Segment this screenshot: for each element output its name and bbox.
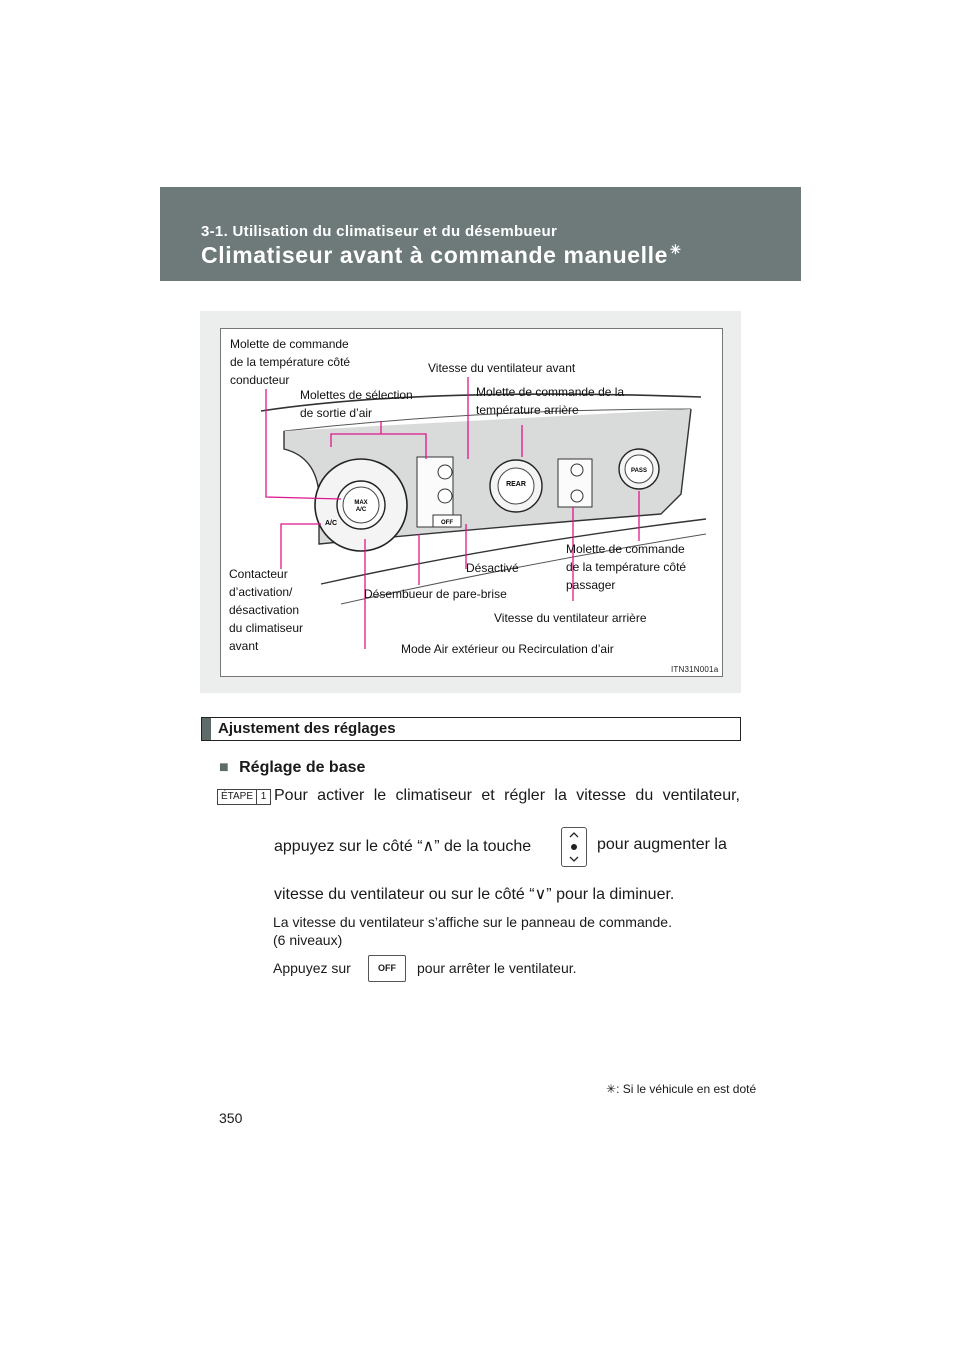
label-air-outlet: Molettes de sélection de sortie d’air xyxy=(300,388,413,420)
chapter-header xyxy=(160,187,801,281)
instruction-line-1: Pour activer le climatiseur et régler la vitesse du ventilateur, xyxy=(274,787,740,804)
max-ac-text: MAX xyxy=(354,500,368,506)
off-key-icon: OFF xyxy=(368,955,406,982)
svg-text:OFF: OFF xyxy=(441,520,453,526)
subsection-title: ■ Réglage de base xyxy=(219,759,366,776)
label-defroster: Désembueur de pare-brise xyxy=(364,587,507,601)
instruction-line-2a: appuyez sur le côté “∧” de la touche xyxy=(274,838,532,855)
instruction-line-2b: pour augmenter la xyxy=(597,836,727,853)
bullet-icon: ■ xyxy=(219,759,229,776)
note-line-1: La vitesse du ventilateur s’affiche sur le panneau de commande. xyxy=(273,914,672,930)
label-passenger-temp: Molette de commande de la température côté passager xyxy=(566,542,687,592)
label-ac-switch: Contacteur d’activation/ désactivation du climatiseur avant xyxy=(229,567,304,653)
figure-frame xyxy=(220,328,723,677)
svg-text:PASS: PASS xyxy=(631,468,647,474)
control-panel-figure xyxy=(200,311,741,693)
label-rear-temp: Molette de commande de la température arrière xyxy=(476,385,625,417)
fan-speed-key-icon xyxy=(561,827,587,867)
step-badge: ÉTAPE 1 xyxy=(217,789,271,805)
page-title: Climatiseur avant à commande manuelle ✳ xyxy=(201,242,682,268)
footnote-mark: ✳ xyxy=(606,1082,617,1096)
section-bar-mark xyxy=(202,718,211,740)
section-heading: 3-1. Utilisation du climatiseur et du désembueur xyxy=(201,223,558,240)
section-bar xyxy=(201,717,741,741)
instruction-line-3: vitesse du ventilateur ou sur le côté “∨” pour la diminuer. xyxy=(274,886,675,903)
ac-button-text: A/C xyxy=(325,520,338,527)
off-instruction-b: pour arrêter le ventilateur. xyxy=(417,960,577,976)
leader-ac-switch xyxy=(281,524,321,569)
label-front-fan: Vitesse du ventilateur avant xyxy=(428,361,576,375)
figure-code: ITN31N001a xyxy=(671,665,719,674)
off-instruction-a: Appuyez sur xyxy=(273,960,351,976)
footnote: ✳: Si le véhicule en est doté xyxy=(606,1082,757,1096)
note-line-2: (6 niveaux) xyxy=(273,932,343,948)
svg-text:REAR: REAR xyxy=(506,481,526,488)
label-rear-fan: Vitesse du ventilateur arrière xyxy=(494,611,647,625)
page-number: 350 xyxy=(219,1110,243,1126)
svg-text:A/C: A/C xyxy=(355,507,367,513)
label-recirc: Mode Air extérieur ou Recirculation d’air xyxy=(401,642,614,656)
section-title: Ajustement des réglages xyxy=(218,720,396,737)
label-driver-temp: Molette de commande de la température côté conducteur xyxy=(230,337,351,387)
label-off: Désactivé xyxy=(466,561,519,575)
optional-equipment-mark: ✳ xyxy=(670,242,682,258)
